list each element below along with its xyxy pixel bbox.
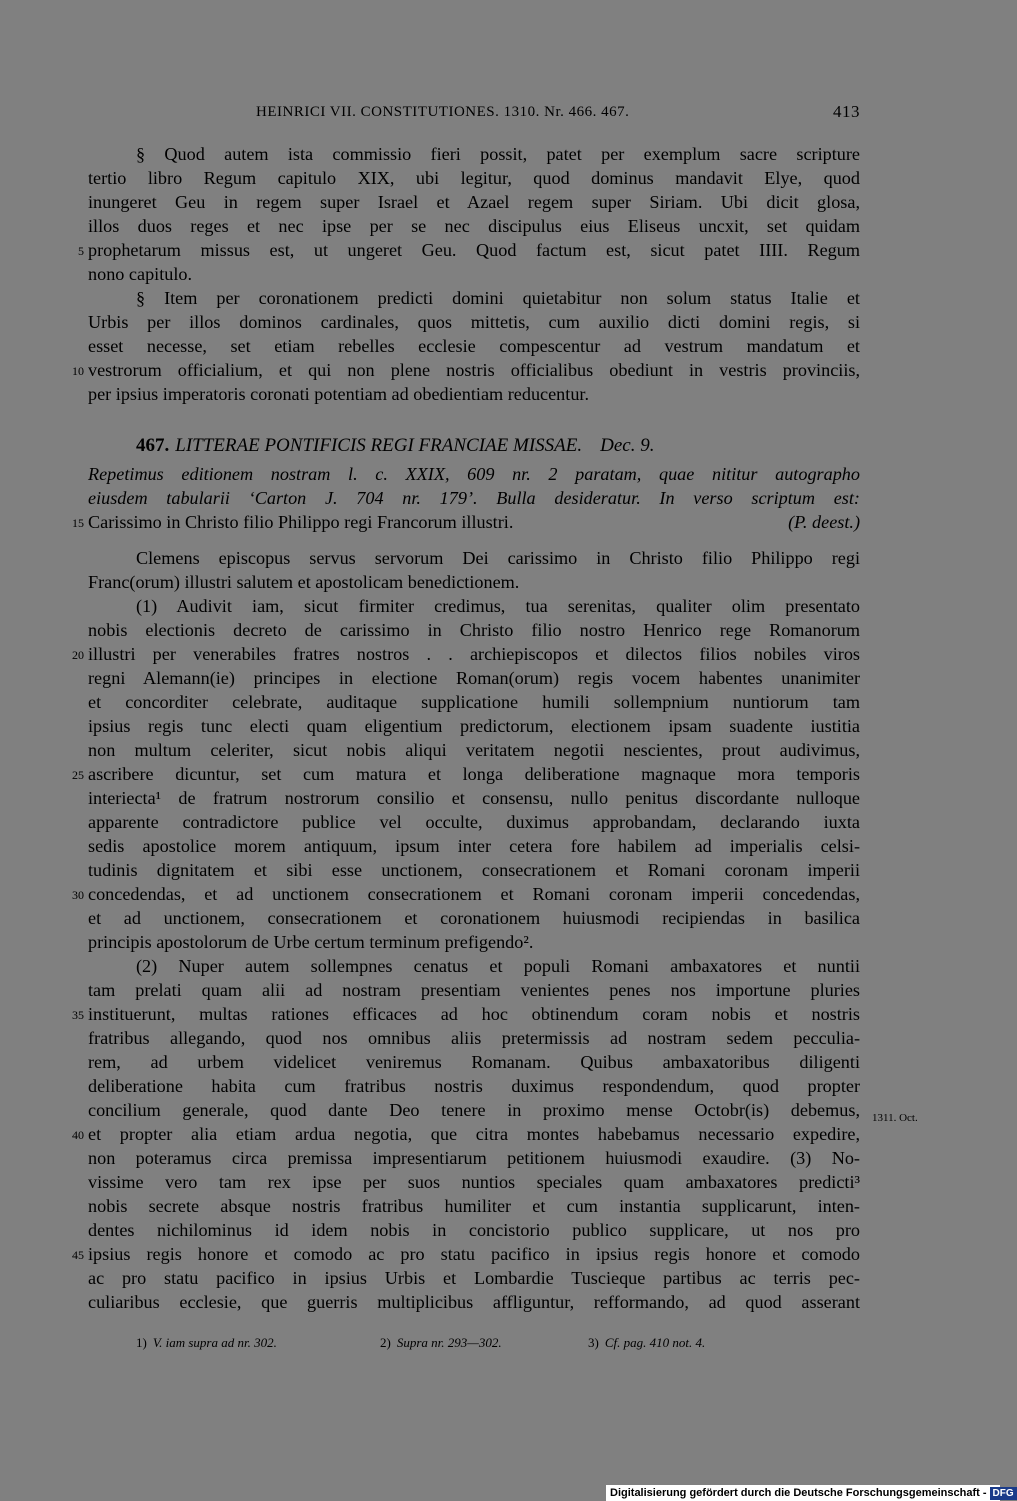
running-header bbox=[88, 100, 860, 128]
footnotes bbox=[136, 1334, 860, 1356]
text-line: Franc(orum) illustri salutem et apostolicam benedictionem. bbox=[88, 572, 520, 592]
text-line: vissime vero tam rex ipse per suos nuntios speciales quam ambaxatores predicti³ bbox=[88, 1172, 860, 1192]
text-line: nobis secrete absque nostris fratribus humiliter et cum instantia supplicarunt, inten- bbox=[88, 1196, 860, 1216]
text-line: principis apostolorum de Urbe certum terminum prefigendo². bbox=[88, 932, 534, 952]
text-line: deliberatione habita cum fratribus nostris duximus respondendum, quod propter bbox=[88, 1076, 860, 1096]
footnote-text: V. iam supra ad nr. 302. bbox=[152, 1335, 277, 1350]
margin-date-note: 1311. Oct. bbox=[872, 1112, 918, 1124]
footnote-number: 3) bbox=[588, 1335, 599, 1350]
text-line: eiusdem tabularii ‘Carton J. 704 nr. 179’. Bulla desideratur. In verso scriptum est: bbox=[88, 488, 860, 508]
text-line: fratribus allegando, quod nos omnibus aliis pretermissis ad nostram sedem pecculia- bbox=[88, 1028, 860, 1048]
text-line: sedis apostolice morem antiquum, ipsum inter cetera fore habilem ad imperialis celsi- bbox=[88, 836, 860, 856]
text-line: concilium generale, quod dante Deo tenere in proximo mense Octobr(is) debemus, bbox=[88, 1100, 860, 1120]
text-line: vestrorum officialium, et qui non plene nostris officialibus obediunt in vestris provinciis, bbox=[88, 360, 860, 380]
footer-text: Digitalisierung gefördert durch die Deutsche Forschungsgemeinschaft - bbox=[610, 1487, 987, 1499]
text-line: ipsius regis honore et comodo ac pro statu pacifico in ipsius regis honore et comodo bbox=[88, 1244, 860, 1264]
line-number: 20 bbox=[72, 648, 84, 662]
address-text: Carissimo in Christo filio Philippo regi Francorum illustri. bbox=[88, 512, 514, 532]
footnote-text: Supra nr. 293—302. bbox=[396, 1335, 502, 1350]
document-467-heading bbox=[136, 432, 860, 460]
text-line: prophetarum missus est, ut ungeret Geu. Quod factum est, sicut patet IIII. Regum bbox=[88, 240, 860, 260]
text-line: illustri per venerabiles fratres nostros . . archiepiscopos et dilectos filios nobiles viros bbox=[88, 644, 860, 664]
footnote bbox=[136, 1334, 277, 1352]
text-line: § Quod autem ista commissio fieri possit, patet per exemplum sacre scripture bbox=[136, 144, 860, 164]
text-line: instituerunt, multas rationes efficaces ad hoc obtinendum coram nobis et nostris bbox=[88, 1004, 860, 1024]
document-date: Dec. 9. bbox=[600, 435, 655, 456]
text-line: illos duos reges et nec ipse per se nec discipulus eius Eliseus uncxit, set quidam bbox=[88, 216, 860, 236]
text-line: non poteramus circa premissa impresentiarum petitionem huiusmodi exaudire. (3) No- bbox=[88, 1148, 860, 1168]
text-line: et concorditer celebrate, auditaque supplicatione humili sollempnium nuntiorum tam bbox=[88, 692, 860, 712]
text-line: Urbis per illos dominos cardinales, quos mittetis, cum auxilio dicti domini regis, si bbox=[88, 312, 860, 332]
text-line: concedendas, et ad unctionem consecrationem et Romani coronam imperii concedendas, bbox=[88, 884, 860, 904]
text-line: (2) Nuper autem sollempnes cenatus et populi Romani ambaxatores et nuntii bbox=[136, 956, 860, 976]
text-line: interiecta¹ de fratrum nostrorum consilio et consensu, nullo penitus discordante nulloque bbox=[88, 788, 860, 808]
text-line: culiaribus ecclesie, que guerris multiplicibus affliguntur, refformando, ad quod asserant bbox=[88, 1292, 860, 1312]
running-title: HEINRICI VII. CONSTITUTIONES. 1310. Nr. 466. 467. bbox=[256, 104, 630, 120]
document-number: 467. bbox=[136, 435, 170, 456]
text-line: nono capitulo. bbox=[88, 264, 193, 284]
text-line: dentes nichilominus id idem nobis in concistorio publico supplicare, ut nos pro bbox=[88, 1220, 860, 1240]
line-number: 15 bbox=[72, 516, 84, 530]
line-number: 25 bbox=[72, 768, 84, 782]
text-line: nobis electionis decreto de carissimo in Christo filio nostro Henrico rege Romanorum bbox=[88, 620, 860, 640]
address-note: (P. deest.) bbox=[788, 512, 860, 532]
text-line: regni Alemann(ie) principes in electione Roman(orum) regis vocem habentes unanimiter bbox=[88, 668, 860, 688]
text-line: et ad unctionem, consecrationem et coronationem huiusmodi recipiendas in basilica bbox=[88, 908, 860, 928]
text-line: non multum celeriter, sicut nobis aliqui veritatem negotii nescientes, prout audivimus, bbox=[88, 740, 860, 760]
line-number: 35 bbox=[72, 1008, 84, 1022]
address-line bbox=[88, 510, 860, 534]
footnote-number: 2) bbox=[380, 1335, 391, 1350]
dfg-logo: DFG bbox=[990, 1487, 1017, 1500]
text-line: ascribere dicuntur, set cum matura et longa deliberatione magnaque mora temporis bbox=[88, 764, 860, 784]
text-line: apparente contradictore publice vel occulte, duximus approbandam, declarando iuxta bbox=[88, 812, 860, 832]
footnote-number: 1) bbox=[136, 1335, 147, 1350]
footnote bbox=[380, 1334, 502, 1352]
text-line: rem, ad urbem videlicet veniremus Romanam. Quibus ambaxatoribus diligenti bbox=[88, 1052, 860, 1072]
text-line: ipsius regis tunc electi quam eligentium predictorum, electionem ipsam suadente iustitia bbox=[88, 716, 860, 736]
text-line: tertio libro Regum capitulo XIX, ubi legitur, quod dominus mandavit Elye, quod bbox=[88, 168, 860, 188]
text-line: (1) Audivit iam, sicut firmiter credimus, tua serenitas, qualiter olim presentato bbox=[136, 596, 860, 616]
line-number: 5 bbox=[78, 244, 84, 258]
text-line: et propter alia etiam ardua negotia, que citra montes habebamus necessario expedire, bbox=[88, 1124, 860, 1144]
text-line: Clemens episcopus servus servorum Dei carissimo in Christo filio Philippo regi bbox=[136, 548, 860, 568]
line-number: 45 bbox=[72, 1248, 84, 1262]
line-number: 30 bbox=[72, 888, 84, 902]
text-line: inungeret Geu in regem super Israel et Azael regem super Siriam. Ubi dicit glosa, bbox=[88, 192, 860, 212]
funding-footer bbox=[606, 1485, 1014, 1501]
text-line: tam prelati quam alii ad nostram presentiam venientes penes nos importune pluries bbox=[88, 980, 860, 1000]
text-line: per ipsius imperatoris coronati potentiam ad obedientiam reducentur. bbox=[88, 384, 590, 404]
line-number: 10 bbox=[72, 364, 84, 378]
text-line: tudinis dignitatem et sibi esse unctionem, consecrationem et Romani coronam imperii bbox=[88, 860, 860, 880]
footnote bbox=[588, 1334, 705, 1352]
text-line: Repetimus editionem nostram l. c. XXIX, 609 nr. 2 paratam, quae nititur autographo bbox=[88, 464, 860, 484]
text-line: § Item per coronationem predicti domini quietabitur non solum status Italie et bbox=[136, 288, 860, 308]
page-number: 413 bbox=[833, 102, 860, 121]
text-line: esset necesse, set etiam rebelles ecclesie compescentur ad vestrum mandatum et bbox=[88, 336, 860, 356]
footnote-text: Cf. pag. 410 not. 4. bbox=[604, 1335, 706, 1350]
line-number: 40 bbox=[72, 1128, 84, 1142]
text-line: ac pro statu pacifico in ipsius Urbis et Lombardie Tuscieque partibus ac terris pec- bbox=[88, 1268, 860, 1288]
document-title: LITTERAE PONTIFICIS REGI FRANCIAE MISSAE. bbox=[175, 435, 583, 456]
